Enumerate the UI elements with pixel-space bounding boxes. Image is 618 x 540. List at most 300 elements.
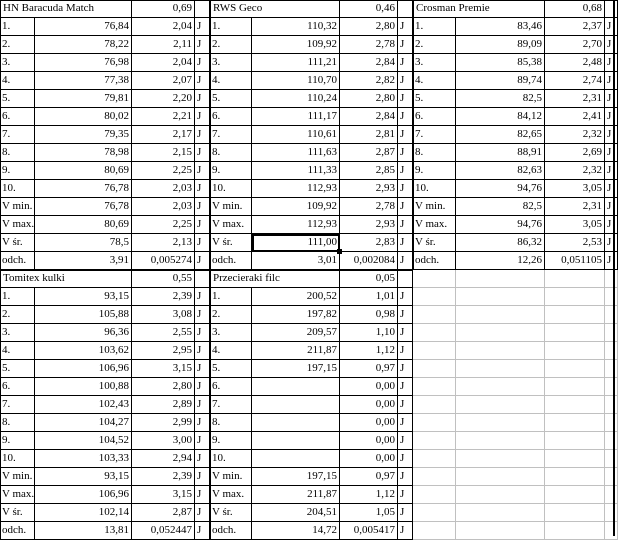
velocity-cell[interactable]: 209,57 bbox=[252, 324, 340, 342]
velocity-cell[interactable] bbox=[252, 432, 340, 450]
unit-cell[interactable]: J bbox=[398, 468, 413, 486]
label-cell[interactable]: 9. bbox=[413, 162, 456, 180]
empty-cell[interactable] bbox=[605, 324, 618, 342]
energy-cell[interactable]: 2,48 bbox=[545, 54, 605, 72]
unit-cell[interactable]: J bbox=[195, 198, 210, 216]
label-cell[interactable]: 8. bbox=[0, 144, 35, 162]
energy-cell[interactable]: 2,25 bbox=[132, 162, 195, 180]
velocity-cell[interactable]: 111,63 bbox=[252, 144, 340, 162]
label-cell[interactable]: 3. bbox=[413, 54, 456, 72]
label-cell[interactable]: V max. bbox=[413, 216, 456, 234]
empty-cell[interactable] bbox=[413, 288, 456, 306]
empty-cell[interactable] bbox=[605, 378, 618, 396]
unit-cell[interactable]: J bbox=[398, 522, 413, 540]
label-cell[interactable]: odch. bbox=[0, 522, 35, 540]
empty-cell[interactable] bbox=[545, 360, 605, 378]
velocity-cell[interactable]: 103,62 bbox=[35, 342, 132, 360]
empty-cell[interactable] bbox=[456, 288, 545, 306]
velocity-cell[interactable]: 200,52 bbox=[252, 288, 340, 306]
table-title[interactable]: RWS Geco bbox=[210, 0, 340, 18]
velocity-cell[interactable]: 104,52 bbox=[35, 432, 132, 450]
energy-cell[interactable]: 2,82 bbox=[340, 72, 398, 90]
unit-cell[interactable]: J bbox=[398, 324, 413, 342]
velocity-cell[interactable]: 112,93 bbox=[252, 216, 340, 234]
velocity-cell[interactable]: 111,21 bbox=[252, 54, 340, 72]
empty-cell[interactable] bbox=[456, 450, 545, 468]
empty-cell[interactable] bbox=[456, 414, 545, 432]
table-title[interactable]: Tomitex kulki bbox=[0, 270, 132, 288]
empty-cell[interactable] bbox=[605, 342, 618, 360]
label-cell[interactable]: 6. bbox=[0, 378, 35, 396]
label-cell[interactable]: 6. bbox=[0, 108, 35, 126]
energy-cell[interactable]: 2,39 bbox=[132, 468, 195, 486]
unit-cell[interactable]: J bbox=[398, 216, 413, 234]
velocity-cell[interactable]: 211,87 bbox=[252, 486, 340, 504]
label-cell[interactable]: 7. bbox=[210, 396, 252, 414]
header-blank-cell[interactable] bbox=[195, 270, 210, 288]
empty-cell[interactable] bbox=[545, 522, 605, 540]
velocity-cell[interactable]: 12,26 bbox=[456, 252, 545, 270]
velocity-cell[interactable]: 79,35 bbox=[35, 126, 132, 144]
unit-cell[interactable]: J bbox=[195, 162, 210, 180]
unit-cell[interactable]: J bbox=[195, 342, 210, 360]
empty-cell[interactable] bbox=[456, 504, 545, 522]
unit-cell[interactable]: J bbox=[195, 180, 210, 198]
unit-cell[interactable]: J bbox=[398, 126, 413, 144]
energy-cell[interactable]: 2,04 bbox=[132, 18, 195, 36]
energy-cell[interactable]: 3,15 bbox=[132, 486, 195, 504]
unit-cell[interactable]: J bbox=[398, 162, 413, 180]
energy-cell[interactable]: 3,15 bbox=[132, 360, 195, 378]
label-cell[interactable]: V max. bbox=[210, 486, 252, 504]
label-cell[interactable]: 2. bbox=[210, 306, 252, 324]
velocity-cell[interactable]: 94,76 bbox=[456, 180, 545, 198]
empty-cell[interactable] bbox=[545, 414, 605, 432]
velocity-cell[interactable]: 109,92 bbox=[252, 36, 340, 54]
energy-cell[interactable]: 2,32 bbox=[545, 162, 605, 180]
label-cell[interactable]: 7. bbox=[413, 126, 456, 144]
label-cell[interactable]: 2. bbox=[0, 36, 35, 54]
label-cell[interactable]: 10. bbox=[0, 180, 35, 198]
label-cell[interactable]: 10. bbox=[210, 450, 252, 468]
velocity-cell[interactable]: 77,38 bbox=[35, 72, 132, 90]
velocity-cell[interactable]: 104,27 bbox=[35, 414, 132, 432]
empty-cell[interactable] bbox=[605, 450, 618, 468]
label-cell[interactable]: V śr. bbox=[210, 504, 252, 522]
unit-cell[interactable]: J bbox=[195, 486, 210, 504]
velocity-cell[interactable]: 79,81 bbox=[35, 90, 132, 108]
velocity-cell[interactable] bbox=[252, 378, 340, 396]
energy-cell[interactable]: 2,78 bbox=[340, 36, 398, 54]
empty-cell[interactable] bbox=[605, 270, 618, 288]
unit-cell[interactable]: J bbox=[605, 54, 618, 72]
energy-cell[interactable]: 1,01 bbox=[340, 288, 398, 306]
label-cell[interactable]: 3. bbox=[0, 324, 35, 342]
unit-cell[interactable]: J bbox=[605, 234, 618, 252]
label-cell[interactable]: V min. bbox=[413, 198, 456, 216]
empty-cell[interactable] bbox=[605, 504, 618, 522]
unit-cell[interactable]: J bbox=[605, 144, 618, 162]
empty-cell[interactable] bbox=[545, 324, 605, 342]
label-cell[interactable]: 8. bbox=[210, 144, 252, 162]
empty-cell[interactable] bbox=[605, 522, 618, 540]
unit-cell[interactable]: J bbox=[398, 486, 413, 504]
label-cell[interactable]: 6. bbox=[210, 108, 252, 126]
unit-cell[interactable]: J bbox=[195, 234, 210, 252]
energy-cell[interactable]: 0,97 bbox=[340, 360, 398, 378]
empty-cell[interactable] bbox=[545, 288, 605, 306]
label-cell[interactable]: 4. bbox=[0, 72, 35, 90]
energy-cell[interactable]: 2,93 bbox=[340, 180, 398, 198]
unit-cell[interactable]: J bbox=[398, 342, 413, 360]
unit-cell[interactable]: J bbox=[195, 108, 210, 126]
label-cell[interactable]: 1. bbox=[0, 288, 35, 306]
empty-cell[interactable] bbox=[605, 306, 618, 324]
velocity-cell[interactable]: 110,24 bbox=[252, 90, 340, 108]
energy-cell[interactable]: 2,17 bbox=[132, 126, 195, 144]
empty-cell[interactable] bbox=[456, 486, 545, 504]
unit-cell[interactable]: J bbox=[398, 396, 413, 414]
unit-cell[interactable]: J bbox=[605, 216, 618, 234]
empty-cell[interactable] bbox=[413, 468, 456, 486]
unit-cell[interactable]: J bbox=[605, 72, 618, 90]
energy-cell[interactable]: 0,00 bbox=[340, 414, 398, 432]
unit-cell[interactable]: J bbox=[605, 90, 618, 108]
velocity-cell[interactable]: 106,96 bbox=[35, 486, 132, 504]
velocity-cell[interactable]: 93,15 bbox=[35, 468, 132, 486]
label-cell[interactable]: 5. bbox=[0, 90, 35, 108]
empty-cell[interactable] bbox=[545, 504, 605, 522]
energy-cell[interactable]: 2,69 bbox=[545, 144, 605, 162]
energy-cell[interactable]: 3,05 bbox=[545, 216, 605, 234]
empty-cell[interactable] bbox=[456, 360, 545, 378]
velocity-cell[interactable]: 14,72 bbox=[252, 522, 340, 540]
unit-cell[interactable]: J bbox=[195, 72, 210, 90]
empty-cell[interactable] bbox=[456, 378, 545, 396]
velocity-cell[interactable]: 13,81 bbox=[35, 522, 132, 540]
velocity-cell[interactable]: 110,70 bbox=[252, 72, 340, 90]
energy-cell[interactable]: 0,051105 bbox=[545, 252, 605, 270]
energy-cell[interactable]: 2,53 bbox=[545, 234, 605, 252]
label-cell[interactable]: 5. bbox=[0, 360, 35, 378]
energy-cell[interactable]: 2,93 bbox=[340, 216, 398, 234]
empty-cell[interactable] bbox=[456, 342, 545, 360]
empty-cell[interactable] bbox=[413, 306, 456, 324]
label-cell[interactable]: 4. bbox=[413, 72, 456, 90]
energy-cell[interactable]: 2,03 bbox=[132, 180, 195, 198]
velocity-cell[interactable] bbox=[252, 450, 340, 468]
energy-cell[interactable]: 2,31 bbox=[545, 198, 605, 216]
label-cell[interactable]: 9. bbox=[210, 162, 252, 180]
energy-cell[interactable]: 3,00 bbox=[132, 432, 195, 450]
velocity-cell[interactable]: 106,96 bbox=[35, 360, 132, 378]
empty-cell[interactable] bbox=[456, 468, 545, 486]
unit-cell[interactable]: J bbox=[195, 90, 210, 108]
unit-cell[interactable]: J bbox=[398, 72, 413, 90]
unit-cell[interactable]: J bbox=[195, 216, 210, 234]
empty-cell[interactable] bbox=[545, 486, 605, 504]
energy-cell[interactable]: 2,94 bbox=[132, 450, 195, 468]
velocity-cell[interactable]: 76,78 bbox=[35, 198, 132, 216]
empty-cell[interactable] bbox=[605, 468, 618, 486]
energy-cell[interactable]: 2,84 bbox=[340, 108, 398, 126]
label-cell[interactable]: odch. bbox=[210, 522, 252, 540]
label-cell[interactable]: 6. bbox=[413, 108, 456, 126]
velocity-cell[interactable]: 80,02 bbox=[35, 108, 132, 126]
empty-cell[interactable] bbox=[456, 522, 545, 540]
energy-cell[interactable]: 0,002084 bbox=[340, 252, 398, 270]
label-cell[interactable]: 10. bbox=[413, 180, 456, 198]
label-cell[interactable]: 9. bbox=[0, 162, 35, 180]
pellet-mass-cell[interactable]: 0,69 bbox=[132, 0, 195, 18]
unit-cell[interactable]: J bbox=[195, 414, 210, 432]
velocity-cell[interactable]: 110,61 bbox=[252, 126, 340, 144]
label-cell[interactable]: 9. bbox=[210, 432, 252, 450]
label-cell[interactable]: 6. bbox=[210, 378, 252, 396]
velocity-cell[interactable]: 80,69 bbox=[35, 162, 132, 180]
energy-cell[interactable]: 2,03 bbox=[132, 198, 195, 216]
empty-cell[interactable] bbox=[605, 288, 618, 306]
header-blank-cell[interactable] bbox=[195, 0, 210, 18]
label-cell[interactable]: 8. bbox=[210, 414, 252, 432]
velocity-cell[interactable]: 197,15 bbox=[252, 360, 340, 378]
velocity-cell[interactable]: 89,74 bbox=[456, 72, 545, 90]
energy-cell[interactable]: 2,20 bbox=[132, 90, 195, 108]
empty-cell[interactable] bbox=[605, 360, 618, 378]
energy-cell[interactable]: 0,00 bbox=[340, 378, 398, 396]
velocity-cell[interactable]: 109,92 bbox=[252, 198, 340, 216]
energy-cell[interactable]: 2,39 bbox=[132, 288, 195, 306]
velocity-cell[interactable] bbox=[252, 396, 340, 414]
energy-cell[interactable]: 2,80 bbox=[340, 18, 398, 36]
empty-cell[interactable] bbox=[413, 504, 456, 522]
velocity-cell[interactable]: 111,33 bbox=[252, 162, 340, 180]
unit-cell[interactable]: J bbox=[398, 180, 413, 198]
empty-cell[interactable] bbox=[605, 396, 618, 414]
table-title[interactable]: HN Baracuda Match bbox=[0, 0, 132, 18]
label-cell[interactable]: 1. bbox=[210, 18, 252, 36]
label-cell[interactable]: 4. bbox=[210, 342, 252, 360]
label-cell[interactable]: 5. bbox=[413, 90, 456, 108]
unit-cell[interactable]: J bbox=[605, 18, 618, 36]
unit-cell[interactable]: J bbox=[195, 18, 210, 36]
unit-cell[interactable]: J bbox=[398, 450, 413, 468]
empty-cell[interactable] bbox=[545, 270, 605, 288]
unit-cell[interactable]: J bbox=[195, 144, 210, 162]
energy-cell[interactable]: 3,05 bbox=[545, 180, 605, 198]
velocity-cell[interactable]: 102,14 bbox=[35, 504, 132, 522]
velocity-cell[interactable]: 78,5 bbox=[35, 234, 132, 252]
label-cell[interactable]: V max. bbox=[0, 216, 35, 234]
energy-cell[interactable]: 2,07 bbox=[132, 72, 195, 90]
unit-cell[interactable]: J bbox=[398, 36, 413, 54]
label-cell[interactable]: 1. bbox=[210, 288, 252, 306]
empty-cell[interactable] bbox=[545, 450, 605, 468]
unit-cell[interactable]: J bbox=[195, 288, 210, 306]
table-title[interactable]: Crosman Premie bbox=[413, 0, 545, 18]
label-cell[interactable]: V śr. bbox=[413, 234, 456, 252]
header-blank-cell[interactable] bbox=[605, 0, 618, 18]
unit-cell[interactable]: J bbox=[398, 504, 413, 522]
energy-cell[interactable]: 2,15 bbox=[132, 144, 195, 162]
unit-cell[interactable]: J bbox=[398, 144, 413, 162]
energy-cell[interactable]: 2,87 bbox=[132, 504, 195, 522]
empty-cell[interactable] bbox=[545, 378, 605, 396]
label-cell[interactable]: 8. bbox=[413, 144, 456, 162]
energy-cell[interactable]: 2,21 bbox=[132, 108, 195, 126]
unit-cell[interactable]: J bbox=[398, 288, 413, 306]
velocity-cell[interactable]: 105,88 bbox=[35, 306, 132, 324]
energy-cell[interactable]: 2,11 bbox=[132, 36, 195, 54]
energy-cell[interactable]: 0,00 bbox=[340, 432, 398, 450]
velocity-cell[interactable]: 82,5 bbox=[456, 90, 545, 108]
energy-cell[interactable]: 2,95 bbox=[132, 342, 195, 360]
label-cell[interactable]: 1. bbox=[413, 18, 456, 36]
energy-cell[interactable]: 3,08 bbox=[132, 306, 195, 324]
energy-cell[interactable]: 2,80 bbox=[132, 378, 195, 396]
unit-cell[interactable]: J bbox=[398, 90, 413, 108]
label-cell[interactable]: V min. bbox=[210, 468, 252, 486]
label-cell[interactable]: V śr. bbox=[0, 504, 35, 522]
velocity-cell[interactable]: 78,22 bbox=[35, 36, 132, 54]
pellet-mass-cell[interactable]: 0,46 bbox=[340, 0, 398, 18]
empty-cell[interactable] bbox=[545, 468, 605, 486]
velocity-cell[interactable]: 84,12 bbox=[456, 108, 545, 126]
velocity-cell[interactable]: 82,65 bbox=[456, 126, 545, 144]
label-cell[interactable]: 3. bbox=[210, 54, 252, 72]
pellet-mass-cell[interactable]: 0,68 bbox=[545, 0, 605, 18]
label-cell[interactable]: 10. bbox=[210, 180, 252, 198]
label-cell[interactable]: V max. bbox=[210, 216, 252, 234]
label-cell[interactable]: V min. bbox=[210, 198, 252, 216]
energy-cell[interactable]: 2,31 bbox=[545, 90, 605, 108]
table-title[interactable]: Przecieraki filc bbox=[210, 270, 340, 288]
energy-cell[interactable]: 1,12 bbox=[340, 342, 398, 360]
label-cell[interactable]: V min. bbox=[0, 198, 35, 216]
unit-cell[interactable]: J bbox=[398, 54, 413, 72]
velocity-cell[interactable]: 204,51 bbox=[252, 504, 340, 522]
energy-cell[interactable]: 2,85 bbox=[340, 162, 398, 180]
velocity-cell[interactable]: 94,76 bbox=[456, 216, 545, 234]
velocity-cell[interactable]: 197,82 bbox=[252, 306, 340, 324]
unit-cell[interactable]: J bbox=[605, 198, 618, 216]
velocity-cell[interactable]: 80,69 bbox=[35, 216, 132, 234]
fill-handle[interactable] bbox=[337, 249, 342, 254]
unit-cell[interactable]: J bbox=[398, 432, 413, 450]
unit-cell[interactable]: J bbox=[398, 18, 413, 36]
empty-cell[interactable] bbox=[456, 396, 545, 414]
label-cell[interactable]: 2. bbox=[210, 36, 252, 54]
empty-cell[interactable] bbox=[413, 486, 456, 504]
empty-cell[interactable] bbox=[413, 324, 456, 342]
label-cell[interactable]: 1. bbox=[0, 18, 35, 36]
selected-cell[interactable]: 111,00 bbox=[252, 234, 340, 252]
velocity-cell[interactable]: 211,87 bbox=[252, 342, 340, 360]
unit-cell[interactable]: J bbox=[195, 306, 210, 324]
empty-cell[interactable] bbox=[413, 360, 456, 378]
energy-cell[interactable]: 1,10 bbox=[340, 324, 398, 342]
label-cell[interactable]: 2. bbox=[0, 306, 35, 324]
unit-cell[interactable]: J bbox=[605, 36, 618, 54]
energy-cell[interactable]: 2,37 bbox=[545, 18, 605, 36]
label-cell[interactable]: odch. bbox=[210, 252, 252, 270]
energy-cell[interactable]: 1,05 bbox=[340, 504, 398, 522]
energy-cell[interactable]: 2,55 bbox=[132, 324, 195, 342]
velocity-cell[interactable]: 83,46 bbox=[456, 18, 545, 36]
energy-cell[interactable]: 2,70 bbox=[545, 36, 605, 54]
velocity-cell[interactable]: 102,43 bbox=[35, 396, 132, 414]
unit-cell[interactable]: J bbox=[398, 252, 413, 270]
label-cell[interactable]: 10. bbox=[0, 450, 35, 468]
energy-cell[interactable]: 2,84 bbox=[340, 54, 398, 72]
velocity-cell[interactable]: 76,98 bbox=[35, 54, 132, 72]
label-cell[interactable]: odch. bbox=[413, 252, 456, 270]
empty-cell[interactable] bbox=[413, 342, 456, 360]
empty-cell[interactable] bbox=[456, 324, 545, 342]
empty-cell[interactable] bbox=[545, 342, 605, 360]
label-cell[interactable]: 7. bbox=[0, 396, 35, 414]
velocity-cell[interactable]: 82,63 bbox=[456, 162, 545, 180]
header-blank-cell[interactable] bbox=[398, 270, 413, 288]
velocity-cell[interactable]: 78,98 bbox=[35, 144, 132, 162]
velocity-cell[interactable]: 88,91 bbox=[456, 144, 545, 162]
unit-cell[interactable]: J bbox=[195, 522, 210, 540]
energy-cell[interactable]: 0,00 bbox=[340, 450, 398, 468]
velocity-cell[interactable]: 85,38 bbox=[456, 54, 545, 72]
label-cell[interactable]: odch. bbox=[0, 252, 35, 270]
empty-cell[interactable] bbox=[456, 270, 545, 288]
velocity-cell[interactable]: 82,5 bbox=[456, 198, 545, 216]
energy-cell[interactable]: 2,89 bbox=[132, 396, 195, 414]
unit-cell[interactable]: J bbox=[195, 126, 210, 144]
unit-cell[interactable]: J bbox=[398, 108, 413, 126]
energy-cell[interactable]: 0,98 bbox=[340, 306, 398, 324]
label-cell[interactable]: 7. bbox=[210, 126, 252, 144]
energy-cell[interactable]: 0,00 bbox=[340, 396, 398, 414]
energy-cell[interactable]: 2,78 bbox=[340, 198, 398, 216]
velocity-cell[interactable]: 111,17 bbox=[252, 108, 340, 126]
empty-cell[interactable] bbox=[545, 396, 605, 414]
empty-cell[interactable] bbox=[413, 414, 456, 432]
energy-cell[interactable]: 0,005274 bbox=[132, 252, 195, 270]
velocity-cell[interactable] bbox=[252, 414, 340, 432]
energy-cell[interactable]: 0,052447 bbox=[132, 522, 195, 540]
velocity-cell[interactable]: 76,78 bbox=[35, 180, 132, 198]
unit-cell[interactable]: J bbox=[195, 378, 210, 396]
velocity-cell[interactable]: 3,91 bbox=[35, 252, 132, 270]
unit-cell[interactable]: J bbox=[605, 252, 618, 270]
unit-cell[interactable]: J bbox=[398, 360, 413, 378]
unit-cell[interactable]: J bbox=[195, 468, 210, 486]
empty-cell[interactable] bbox=[545, 306, 605, 324]
unit-cell[interactable]: J bbox=[195, 252, 210, 270]
energy-cell[interactable]: 2,04 bbox=[132, 54, 195, 72]
unit-cell[interactable]: J bbox=[398, 234, 413, 252]
unit-cell[interactable]: J bbox=[605, 108, 618, 126]
empty-cell[interactable] bbox=[545, 432, 605, 450]
label-cell[interactable]: 5. bbox=[210, 360, 252, 378]
velocity-cell[interactable]: 112,93 bbox=[252, 180, 340, 198]
energy-cell[interactable]: 0,005417 bbox=[340, 522, 398, 540]
unit-cell[interactable]: J bbox=[398, 198, 413, 216]
unit-cell[interactable]: J bbox=[398, 378, 413, 396]
energy-cell[interactable]: 2,99 bbox=[132, 414, 195, 432]
unit-cell[interactable]: J bbox=[605, 180, 618, 198]
pellet-mass-cell[interactable]: 0,05 bbox=[340, 270, 398, 288]
label-cell[interactable]: 4. bbox=[0, 342, 35, 360]
empty-cell[interactable] bbox=[413, 270, 456, 288]
label-cell[interactable]: 3. bbox=[0, 54, 35, 72]
